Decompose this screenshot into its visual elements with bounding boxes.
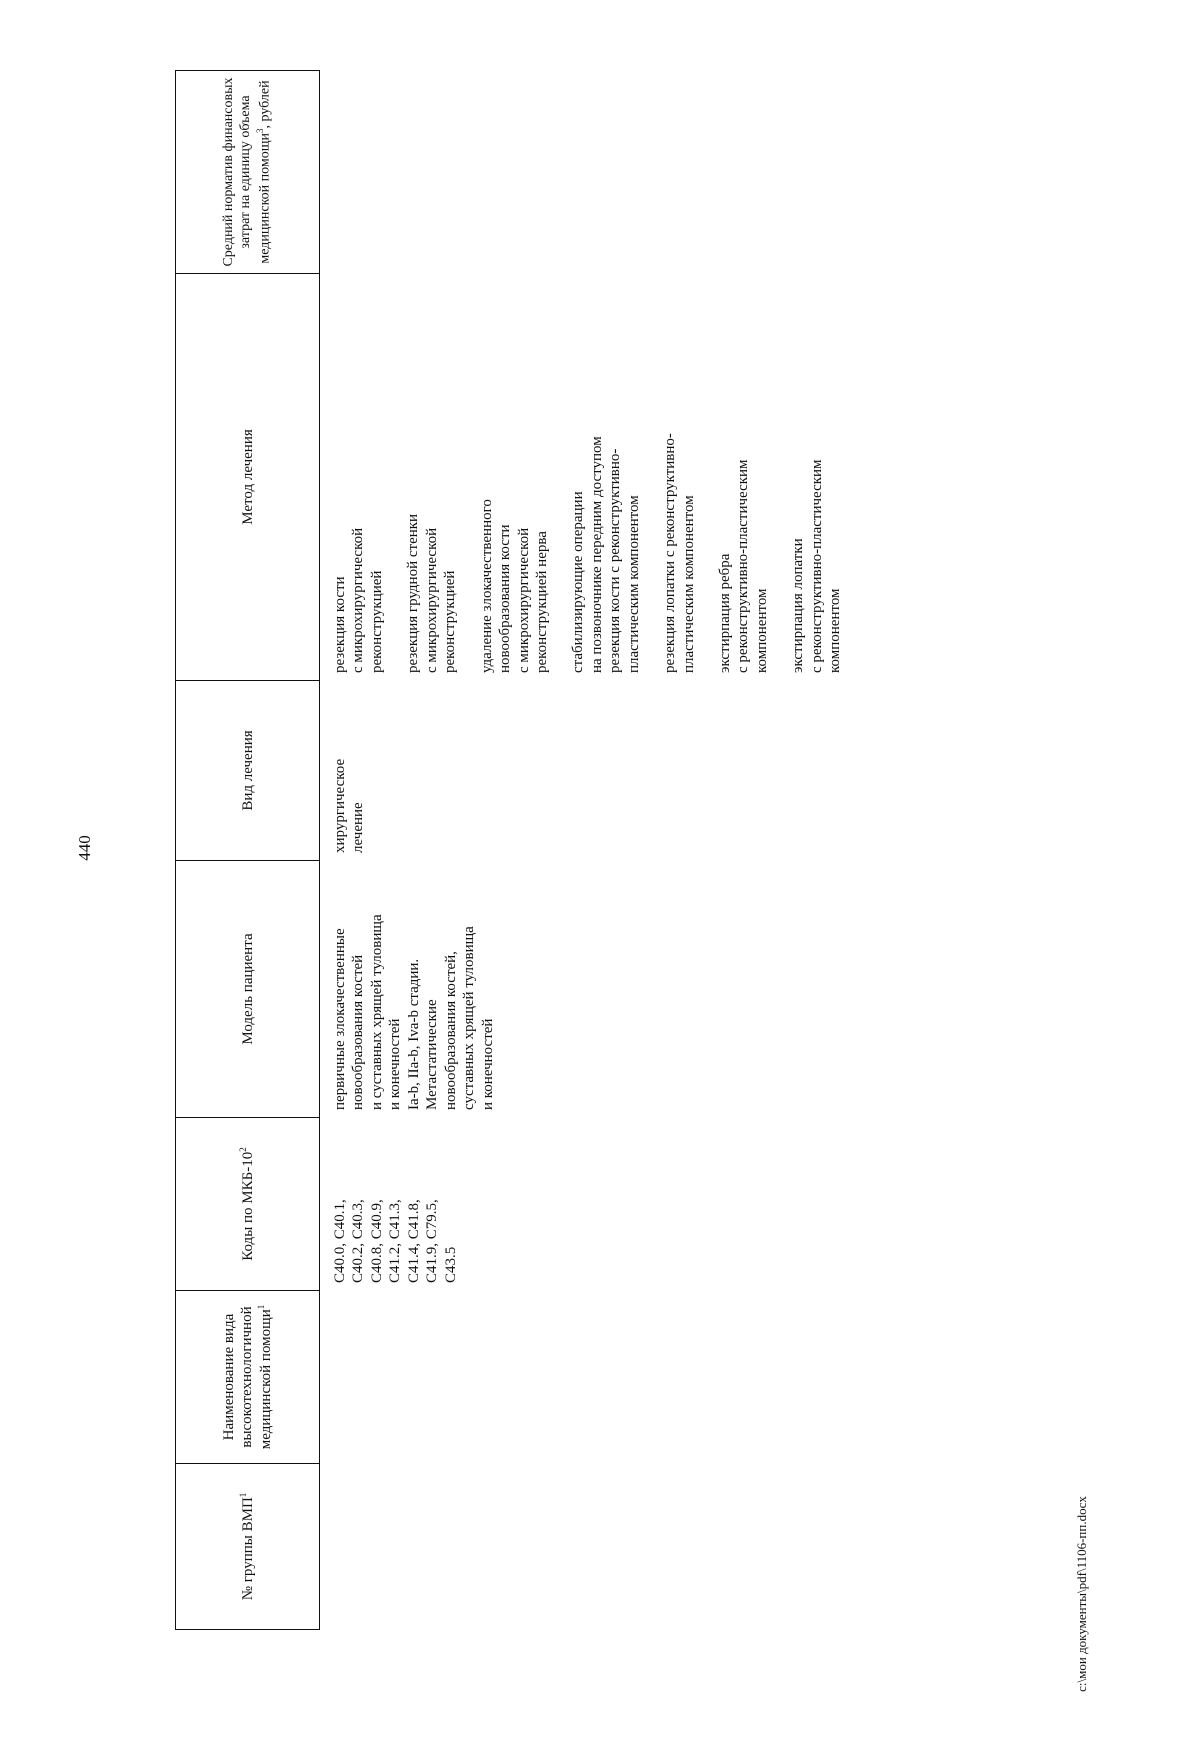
text-line: компонентом [827, 588, 844, 673]
text-line: первичные злокачественные [332, 928, 348, 1110]
cell-patient-model [325, 861, 825, 1118]
text-line: C40.8, C40.9, [368, 1199, 385, 1283]
method-item [716, 280, 771, 673]
text-line: C43.5 [442, 1246, 459, 1283]
header-hmc-name [176, 1290, 319, 1463]
header-icd-codes [176, 1117, 319, 1290]
text-line: удаление злокачественного [478, 499, 495, 673]
header-text: Коды по МКБ-$10^2$ [238, 1147, 256, 1261]
header-text: Вид лечения [239, 730, 256, 811]
text-line: с реконструктивно-пластическим [735, 459, 752, 673]
text-line: Метастатические [424, 999, 441, 1110]
text-line: C40.2, C40.3, [350, 1199, 367, 1283]
method-item [404, 280, 459, 673]
text-line: и суставных хрящей туловища [368, 914, 385, 1110]
text-line: C41.2, C41.3, [387, 1199, 404, 1283]
method-item [478, 280, 552, 673]
cell-cost-norm [325, 70, 825, 274]
header-cost-norm [176, 71, 319, 273]
text-line: суставных хрящей туловища [461, 926, 478, 1110]
text-line: и конечностей [387, 1018, 404, 1110]
header-treatment-method [176, 273, 319, 680]
cell-treatment-type [325, 681, 825, 861]
header-group-number [176, 1463, 319, 1629]
table [175, 70, 844, 1630]
text-line: реконструкцией [442, 570, 459, 673]
text-line: экстирпация ребра [717, 553, 733, 673]
cell-treatment-methods [325, 274, 844, 681]
text-line: пластическим компонентом [625, 495, 642, 673]
header-text: Наименование вида высокотехнологичной медицинской помощи$^1$ [221, 1304, 274, 1450]
header-text: № группы ВМП$^1$ [238, 1492, 256, 1601]
cell-icd-codes [325, 1118, 825, 1291]
text-line: с микрохирургической [350, 527, 367, 673]
method-item [661, 280, 698, 673]
header-text: Модель пациента [239, 933, 256, 1045]
text-line: новообразования костей [350, 954, 367, 1110]
text-line: резекция кости [332, 576, 348, 673]
page-number: 440 [75, 835, 94, 861]
text-line: с микрохирургической [515, 527, 532, 673]
text-line: новообразования костей, [442, 951, 459, 1110]
text-line: новообразования кости [497, 524, 514, 673]
method-item [331, 280, 386, 673]
table-row [325, 70, 844, 1630]
text-line: реконструкцией [368, 570, 385, 673]
text-line: резекция кости с реконструктивно- [607, 448, 624, 673]
text-line: C40.0, C40.1, [332, 1199, 348, 1283]
text-line: и конечностей [479, 1018, 496, 1110]
footer-file-path: c:\мои документы\pdf\1106-пп.docx [1074, 1496, 1089, 1692]
header-patient-model [176, 860, 319, 1117]
text-line: резекция грудной стенки [405, 513, 422, 673]
text-line: экстирпация лопатки [790, 538, 807, 673]
text-line: пластическим компонентом [680, 495, 697, 673]
method-item [569, 280, 643, 673]
cell-hmc-name [325, 1291, 825, 1464]
text-line: реконструкцией нерва [533, 531, 550, 673]
header-text: Средний норматив финансовых затрат на единицу объема медицинской помощи$^3$, рублей [220, 77, 273, 267]
text-line: C41.9, C79.5, [424, 1199, 441, 1283]
text-line: на позвоночнике передним доступом [588, 436, 605, 673]
table-header [175, 70, 320, 1630]
method-item [789, 280, 844, 673]
text-line: Ia-b, IIa-b, Iva-b стадии. [405, 958, 422, 1110]
text-line: резекция лопатки с реконструктивно- [662, 433, 679, 673]
text-line: лечение [350, 802, 367, 853]
header-text: Метод лечения [239, 429, 256, 525]
cell-group-number [325, 1464, 825, 1630]
text-line: с микрохирургической [423, 527, 440, 673]
text-line: компонентом [753, 588, 770, 673]
text-line: C41.4, C41.8, [405, 1199, 422, 1283]
text-line: с реконструктивно-пластическим [808, 459, 825, 673]
header-treatment-type [176, 680, 319, 860]
text-line: хирургическое [332, 758, 348, 853]
text-line: стабилизирующие операции [570, 491, 587, 673]
